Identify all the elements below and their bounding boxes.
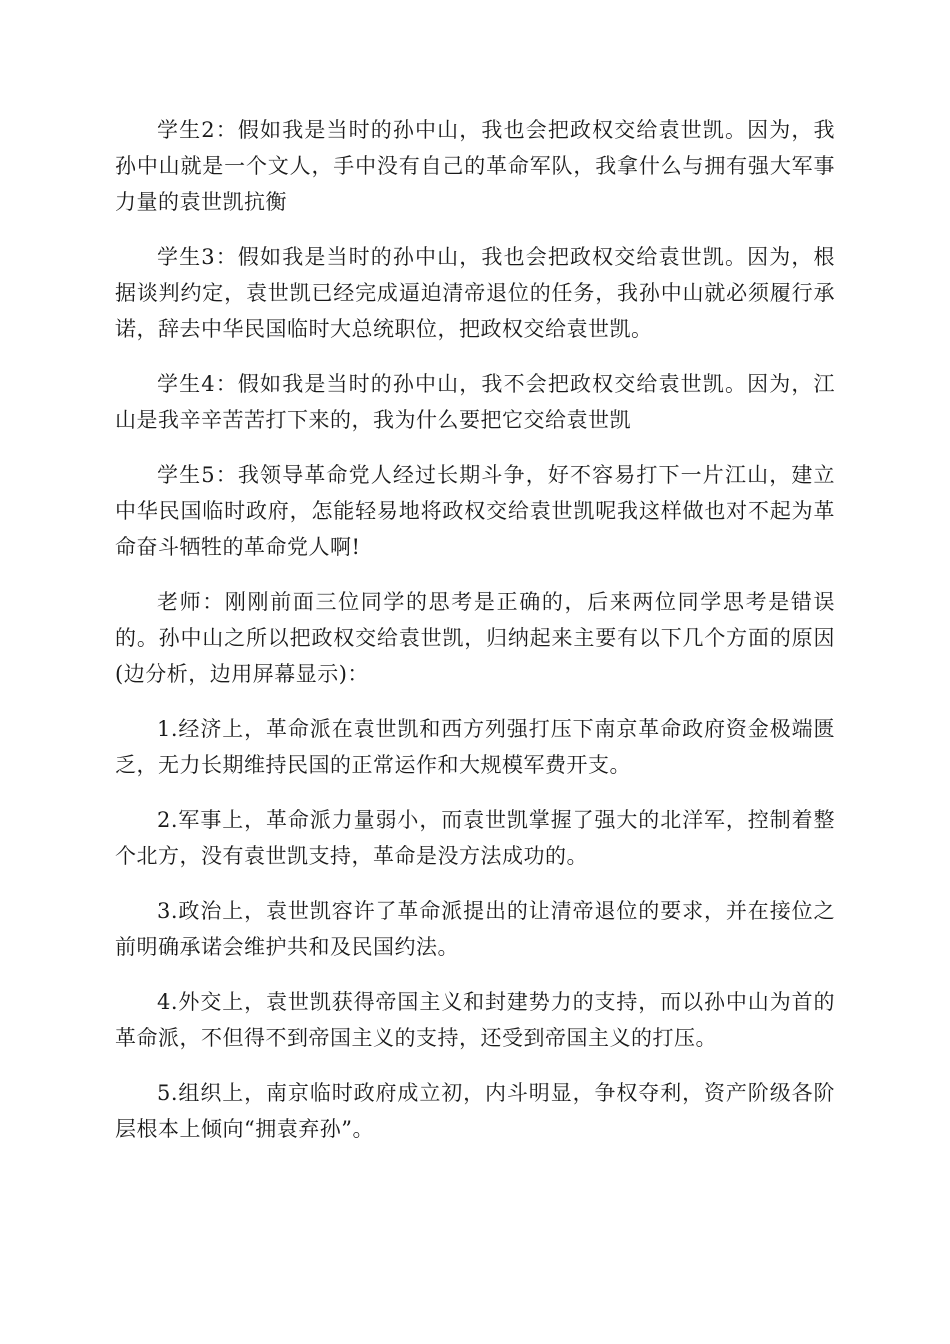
document-page (115, 112, 835, 1166)
list-item-military: 2.军事上，革命派力量弱小，而袁世凯掌握了强大的北洋军，控制着整个北方，没有袁世凯支持，革命是没方法成功的。 (115, 808, 835, 868)
list-item-economy: 1.经济上，革命派在袁世凯和西方列强打压下南京革命政府资金极端匮乏，无力长期维持民国的正常运作和大规模军费开支。 (115, 717, 835, 777)
paragraph-student-3: 学生3：假如我是当时的孙中山，我也会把政权交给袁世凯。因为，根据谈判约定，袁世凯已经完成逼迫清帝退位的任务，我孙中山就必须履行承诺，辞去中华民国临时大总统职位，把政权交给袁世凯。 (115, 245, 835, 341)
list-item-politics: 3.政治上，袁世凯容许了革命派提出的让清帝退位的要求，并在接位之前明确承诺会维护共和及民国约法。 (115, 899, 835, 959)
paragraph-student-5: 学生5：我领导革命党人经过长期斗争，好不容易打下一片江山，建立中华民国临时政府，怎能轻易地将政权交给袁世凯呢我这样做也对不起为革命奋斗牺牲的革命党人啊! (115, 463, 835, 559)
paragraph-student-4: 学生4：假如我是当时的孙中山，我不会把政权交给袁世凯。因为，江山是我辛辛苦苦打下来的，我为什么要把它交给袁世凯 (115, 372, 835, 432)
paragraph-student-2: 学生2：假如我是当时的孙中山，我也会把政权交给袁世凯。因为，我孙中山就是一个文人，手中没有自己的革命军队，我拿什么与拥有强大军事力量的袁世凯抗衡 (115, 118, 835, 214)
list-item-organization: 5.组织上，南京临时政府成立初，内斗明显，争权夺利，资产阶级各阶层根本上倾向“拥袁弃孙”。 (115, 1081, 835, 1141)
paragraph-teacher: 老师：刚刚前面三位同学的思考是正确的，后来两位同学思考是错误的。孙中山之所以把政权交给袁世凯，归纳起来主要有以下几个方面的原因(边分析，边用屏幕显示)： (115, 590, 835, 686)
list-item-diplomacy: 4.外交上，袁世凯获得帝国主义和封建势力的支持，而以孙中山为首的革命派，不但得不到帝国主义的支持，还受到帝国主义的打压。 (115, 990, 835, 1050)
